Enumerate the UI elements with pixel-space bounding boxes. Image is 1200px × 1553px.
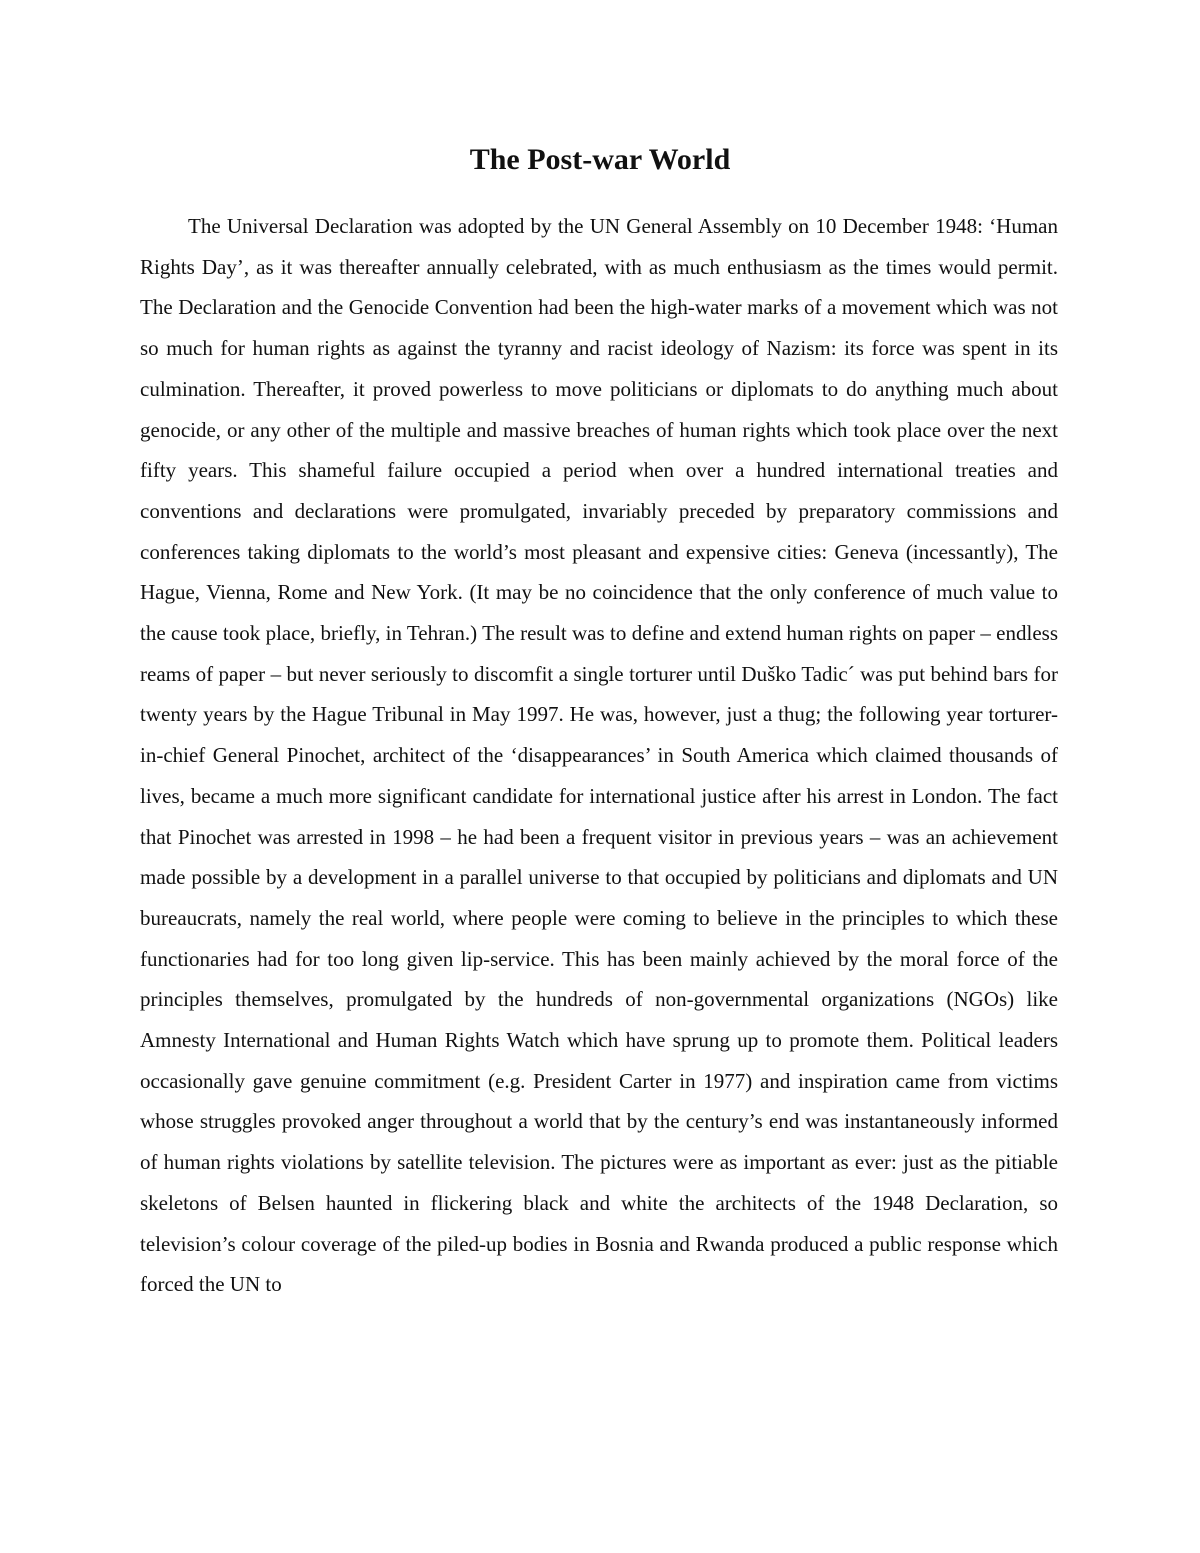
page-title: The Post-war World bbox=[469, 143, 731, 176]
body-paragraph: The Universal Declaration was adopted by the UN General Assembly on 10 December 1948: ‘Human Rights Day’, as it was thereafter annually celebrated, with as much enthusiasm as the times would permit. The Declaration and the Genocide Convention had been the high-water marks of a movement which was not so much for human rights as against the tyranny and racist ideology of Nazism: its force was spent in its culmination. Thereafter, it proved powerless to move politicians or diplomats to do anything much about genocide, or any other of the multiple and massive breaches of human rights which took place over the next fifty years. This shameful failure occupied a period when over a hundred international treaties and conventions and declarations were promulgated, invariably preceded by preparatory commissions and conferences taking diplomats to the world’s most pleasant and expensive cities: Geneva (incessantly), The Hague, Vienna, Rome and New York. (It may be no coincidence that the only conference of much value to the cause took place, briefly, in Tehran.) The result was to define and extend human rights on paper – endless reams of paper – but never seriously to discomfit a single torturer until Duško Tadic´ was put behind bars for twenty years by the Hague Tribunal in May 1997. He was, however, just a thug; the following year torturer-in-chief General Pinochet, architect of the ‘disappearances’ in South America which claimed thousands of lives, became a much more significant candidate for international justice after his arrest in London. The fact that Pinochet was arrested in 1998 – he had been a frequent visitor in previous years – was an achievement made possible by a development in a parallel universe to that occupied by politicians and diplomats and UN bureaucrats, namely the real world, where people were coming to believe in the principles to which these functionaries had for too long given lip-service. This has been mainly achieved by the moral force of the principles themselves, promulgated by the hundreds of non-governmental organizations (NGOs) like Amnesty International and Human Rights Watch which have sprung up to promote them. Political leaders occasionally gave genuine commitment (e.g. President Carter in 1977) and inspiration came from victims whose struggles provoked anger throughout a world that by the century’s end was instantaneously informed of human rights violations by satellite television. The pictures were as important as ever: just as the pitiable skeletons of Belsen haunted in flickering black and white the architects of the 1948 Declaration, so television’s colour coverage of the piled-up bodies in Bosnia and Rwanda produced a public response which forced the UN to bbox=[140, 214, 1058, 1297]
